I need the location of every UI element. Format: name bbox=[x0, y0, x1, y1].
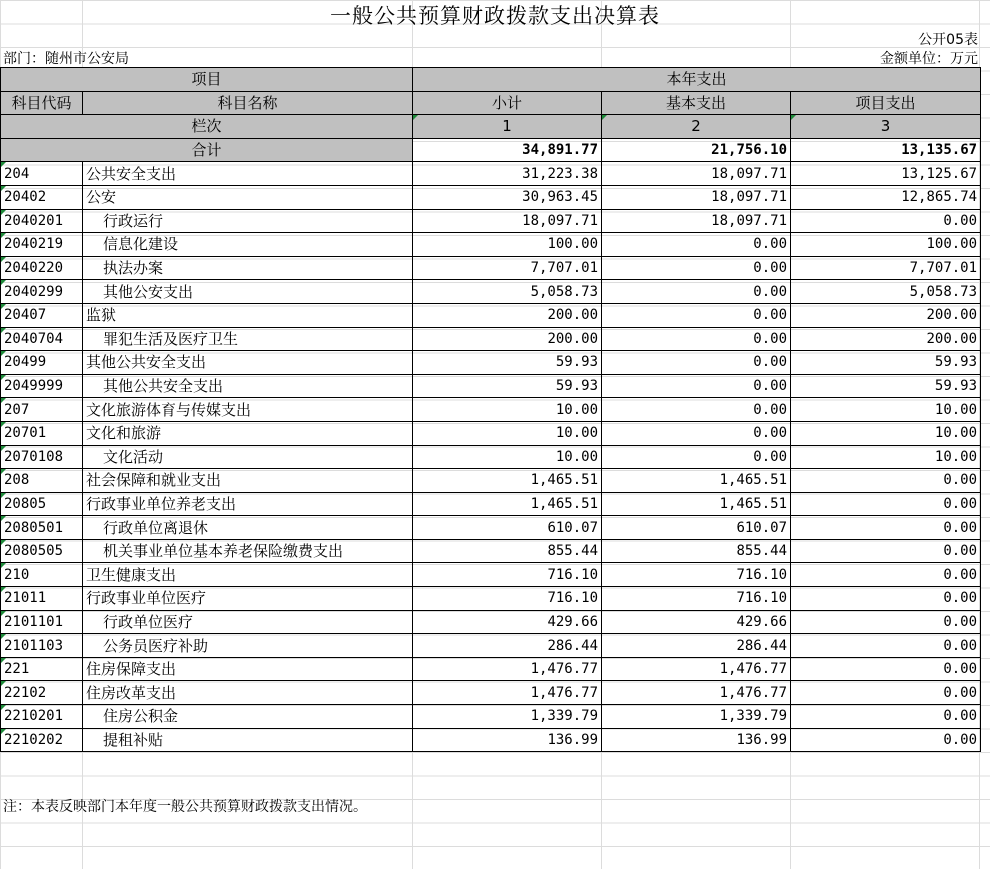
table-row bbox=[1, 516, 981, 540]
cell-basic[interactable]: 18,097.71 bbox=[602, 162, 791, 186]
cell-name[interactable]: 行政事业单位医疗 bbox=[83, 587, 413, 611]
cell-name[interactable]: 住房公积金 bbox=[83, 705, 413, 729]
cell-subtotal[interactable]: 100.00 bbox=[413, 233, 602, 257]
col-number-3[interactable]: 3 bbox=[791, 115, 981, 139]
cell-subtotal[interactable]: 18,097.71 bbox=[413, 209, 602, 233]
cell-project[interactable]: 0.00 bbox=[791, 610, 981, 634]
cell-subtotal[interactable]: 200.00 bbox=[413, 303, 602, 327]
cell-subtotal[interactable]: 1,465.51 bbox=[413, 492, 602, 516]
cell-subtotal[interactable]: 429.66 bbox=[413, 610, 602, 634]
cell-code[interactable]: 2101103 bbox=[1, 634, 83, 658]
cell-basic[interactable]: 0.00 bbox=[602, 374, 791, 398]
cell-subtotal[interactable]: 855.44 bbox=[413, 539, 602, 563]
header-basic[interactable]: 基本支出 bbox=[602, 91, 791, 115]
table-row bbox=[1, 421, 981, 445]
cell-name[interactable]: 卫生健康支出 bbox=[83, 563, 413, 587]
total-label[interactable]: 合计 bbox=[1, 138, 413, 162]
cell-code[interactable]: 2040220 bbox=[1, 256, 83, 280]
cell-name[interactable]: 文化和旅游 bbox=[83, 421, 413, 445]
header-item[interactable]: 项目 bbox=[1, 68, 413, 92]
total-subtotal[interactable]: 34,891.77 bbox=[413, 138, 602, 162]
cell-subtotal[interactable]: 5,058.73 bbox=[413, 280, 602, 304]
table-row bbox=[1, 445, 981, 469]
cell-basic[interactable]: 286.44 bbox=[602, 634, 791, 658]
cell-name[interactable]: 行政运行 bbox=[83, 209, 413, 233]
table-row bbox=[1, 469, 981, 493]
cell-subtotal[interactable]: 716.10 bbox=[413, 587, 602, 611]
cell-project[interactable]: 59.93 bbox=[791, 351, 981, 375]
cell-name[interactable]: 罪犯生活及医疗卫生 bbox=[83, 327, 413, 351]
cell-project[interactable]: 13,125.67 bbox=[791, 162, 981, 186]
cell-subtotal[interactable]: 59.93 bbox=[413, 374, 602, 398]
cell-project[interactable]: 0.00 bbox=[791, 469, 981, 493]
cell-subtotal[interactable]: 10.00 bbox=[413, 445, 602, 469]
cell-project[interactable]: 7,707.01 bbox=[791, 256, 981, 280]
table-row bbox=[1, 539, 981, 563]
column-number-row bbox=[1, 115, 981, 139]
cell-basic[interactable]: 1,476.77 bbox=[602, 657, 791, 681]
table-row bbox=[1, 303, 981, 327]
header-row-1 bbox=[1, 68, 981, 92]
cell-basic[interactable]: 18,097.71 bbox=[602, 209, 791, 233]
cell-subtotal[interactable]: 1,465.51 bbox=[413, 469, 602, 493]
cell-project[interactable]: 0.00 bbox=[791, 539, 981, 563]
cell-name[interactable]: 监狱 bbox=[83, 303, 413, 327]
cell-project[interactable]: 0.00 bbox=[791, 634, 981, 658]
cell-code[interactable]: 204 bbox=[1, 162, 83, 186]
cell-name[interactable]: 文化旅游体育与传媒支出 bbox=[83, 398, 413, 422]
cell-code[interactable]: 2210202 bbox=[1, 728, 83, 752]
table-row bbox=[1, 398, 981, 422]
cell-subtotal[interactable]: 200.00 bbox=[413, 327, 602, 351]
cell-subtotal[interactable]: 1,476.77 bbox=[413, 681, 602, 705]
cell-basic[interactable]: 716.10 bbox=[602, 587, 791, 611]
table-row bbox=[1, 705, 981, 729]
cell-code[interactable]: 20499 bbox=[1, 351, 83, 375]
cell-basic[interactable]: 0.00 bbox=[602, 445, 791, 469]
table-row bbox=[1, 162, 981, 186]
cell-code[interactable]: 2080505 bbox=[1, 539, 83, 563]
cell-basic[interactable]: 716.10 bbox=[602, 563, 791, 587]
cell-basic[interactable]: 1,465.51 bbox=[602, 492, 791, 516]
table-row bbox=[1, 256, 981, 280]
cell-subtotal[interactable]: 10.00 bbox=[413, 398, 602, 422]
cell-code[interactable]: 20805 bbox=[1, 492, 83, 516]
cell-project[interactable]: 200.00 bbox=[791, 303, 981, 327]
cell-project[interactable]: 10.00 bbox=[791, 398, 981, 422]
col-number-2[interactable]: 2 bbox=[602, 115, 791, 139]
cell-code[interactable]: 22102 bbox=[1, 681, 83, 705]
expenditure-table bbox=[0, 67, 981, 752]
cell-code[interactable]: 2070108 bbox=[1, 445, 83, 469]
cell-subtotal[interactable]: 30,963.45 bbox=[413, 185, 602, 209]
table-row bbox=[1, 351, 981, 375]
cell-subtotal[interactable]: 716.10 bbox=[413, 563, 602, 587]
cell-basic[interactable]: 429.66 bbox=[602, 610, 791, 634]
table-row bbox=[1, 280, 981, 304]
cell-project[interactable]: 5,058.73 bbox=[791, 280, 981, 304]
table-row bbox=[1, 209, 981, 233]
cell-project[interactable]: 0.00 bbox=[791, 563, 981, 587]
cell-code[interactable]: 2049999 bbox=[1, 374, 83, 398]
cell-basic[interactable]: 0.00 bbox=[602, 233, 791, 257]
cell-basic[interactable]: 0.00 bbox=[602, 398, 791, 422]
cell-code[interactable]: 208 bbox=[1, 469, 83, 493]
cell-subtotal[interactable]: 610.07 bbox=[413, 516, 602, 540]
cell-project[interactable]: 0.00 bbox=[791, 681, 981, 705]
footnote: 注：本表反映部门本年度一般公共预算财政拨款支出情况。 bbox=[3, 799, 367, 815]
cell-project[interactable]: 10.00 bbox=[791, 445, 981, 469]
cell-name[interactable]: 文化活动 bbox=[83, 445, 413, 469]
cell-name[interactable]: 住房改革支出 bbox=[83, 681, 413, 705]
header-row-2 bbox=[1, 91, 981, 115]
table-row bbox=[1, 681, 981, 705]
cell-subtotal[interactable]: 136.99 bbox=[413, 728, 602, 752]
cell-code[interactable]: 2101101 bbox=[1, 610, 83, 634]
cell-project[interactable]: 200.00 bbox=[791, 327, 981, 351]
cell-code[interactable]: 2210201 bbox=[1, 705, 83, 729]
table-row bbox=[1, 492, 981, 516]
lanci-label[interactable]: 栏次 bbox=[1, 115, 413, 139]
cell-project[interactable]: 0.00 bbox=[791, 492, 981, 516]
cell-project[interactable]: 0.00 bbox=[791, 587, 981, 611]
cell-name[interactable]: 其他公共安全支出 bbox=[83, 374, 413, 398]
header-name[interactable]: 科目名称 bbox=[83, 91, 413, 115]
cell-name[interactable]: 行政事业单位养老支出 bbox=[83, 492, 413, 516]
cell-basic[interactable]: 0.00 bbox=[602, 327, 791, 351]
table-row bbox=[1, 587, 981, 611]
cell-code[interactable]: 221 bbox=[1, 657, 83, 681]
cell-subtotal[interactable]: 59.93 bbox=[413, 351, 602, 375]
cell-basic[interactable]: 0.00 bbox=[602, 421, 791, 445]
total-project[interactable]: 13,135.67 bbox=[791, 138, 981, 162]
department-label: 部门：随州市公安局 bbox=[3, 51, 129, 67]
cell-basic[interactable]: 0.00 bbox=[602, 256, 791, 280]
cell-name[interactable]: 社会保障和就业支出 bbox=[83, 469, 413, 493]
cell-code[interactable]: 207 bbox=[1, 398, 83, 422]
cell-basic[interactable]: 1,465.51 bbox=[602, 469, 791, 493]
table-row bbox=[1, 728, 981, 752]
cell-project[interactable]: 0.00 bbox=[791, 657, 981, 681]
cell-project[interactable]: 10.00 bbox=[791, 421, 981, 445]
cell-code[interactable]: 2080501 bbox=[1, 516, 83, 540]
cell-name[interactable]: 公共安全支出 bbox=[83, 162, 413, 186]
cell-basic[interactable]: 855.44 bbox=[602, 539, 791, 563]
table-row bbox=[1, 233, 981, 257]
cell-project[interactable]: 59.93 bbox=[791, 374, 981, 398]
page-title: 一般公共预算财政拨款支出决算表 bbox=[330, 4, 660, 28]
cell-code[interactable]: 20701 bbox=[1, 421, 83, 445]
cell-subtotal[interactable]: 10.00 bbox=[413, 421, 602, 445]
cell-name[interactable]: 住房保障支出 bbox=[83, 657, 413, 681]
cell-code[interactable]: 2040704 bbox=[1, 327, 83, 351]
table-row bbox=[1, 634, 981, 658]
cell-subtotal[interactable]: 31,223.38 bbox=[413, 162, 602, 186]
header-current-year[interactable]: 本年支出 bbox=[413, 68, 981, 92]
cell-basic[interactable]: 136.99 bbox=[602, 728, 791, 752]
cell-name[interactable]: 执法办案 bbox=[83, 256, 413, 280]
cell-name[interactable]: 公安 bbox=[83, 185, 413, 209]
cell-basic[interactable]: 0.00 bbox=[602, 280, 791, 304]
cell-project[interactable]: 0.00 bbox=[791, 705, 981, 729]
cell-name[interactable]: 信息化建设 bbox=[83, 233, 413, 257]
cell-name[interactable]: 行政单位医疗 bbox=[83, 610, 413, 634]
cell-project[interactable]: 100.00 bbox=[791, 233, 981, 257]
cell-name[interactable]: 公务员医疗补助 bbox=[83, 634, 413, 658]
total-row bbox=[1, 138, 981, 162]
table-row bbox=[1, 327, 981, 351]
total-basic[interactable]: 21,756.10 bbox=[602, 138, 791, 162]
table-row bbox=[1, 185, 981, 209]
cell-code[interactable]: 2040219 bbox=[1, 233, 83, 257]
table-row bbox=[1, 563, 981, 587]
cell-subtotal[interactable]: 1,476.77 bbox=[413, 657, 602, 681]
cell-code[interactable]: 20402 bbox=[1, 185, 83, 209]
cell-project[interactable]: 0.00 bbox=[791, 728, 981, 752]
cell-name[interactable]: 机关事业单位基本养老保险缴费支出 bbox=[83, 539, 413, 563]
table-row bbox=[1, 657, 981, 681]
cell-code[interactable]: 210 bbox=[1, 563, 83, 587]
cell-basic[interactable]: 18,097.71 bbox=[602, 185, 791, 209]
header-project[interactable]: 项目支出 bbox=[791, 91, 981, 115]
cell-basic[interactable]: 0.00 bbox=[602, 351, 791, 375]
cell-basic[interactable]: 0.00 bbox=[602, 303, 791, 327]
unit-label: 金额单位：万元 bbox=[880, 51, 978, 67]
cell-name[interactable]: 其他公安支出 bbox=[83, 280, 413, 304]
cell-code[interactable]: 2040299 bbox=[1, 280, 83, 304]
cell-project[interactable]: 12,865.74 bbox=[791, 185, 981, 209]
cell-code[interactable]: 20407 bbox=[1, 303, 83, 327]
col-number-1[interactable]: 1 bbox=[413, 115, 602, 139]
cell-project[interactable]: 0.00 bbox=[791, 209, 981, 233]
cell-subtotal[interactable]: 1,339.79 bbox=[413, 705, 602, 729]
cell-subtotal[interactable]: 286.44 bbox=[413, 634, 602, 658]
header-code[interactable]: 科目代码 bbox=[1, 91, 83, 115]
cell-code[interactable]: 2040201 bbox=[1, 209, 83, 233]
header-subtotal[interactable]: 小计 bbox=[413, 91, 602, 115]
table-row bbox=[1, 610, 981, 634]
cell-code[interactable]: 21011 bbox=[1, 587, 83, 611]
cell-subtotal[interactable]: 7,707.01 bbox=[413, 256, 602, 280]
table-row bbox=[1, 374, 981, 398]
cell-name[interactable]: 其他公共安全支出 bbox=[83, 351, 413, 375]
cell-name[interactable]: 行政单位离退休 bbox=[83, 516, 413, 540]
cell-project[interactable]: 0.00 bbox=[791, 516, 981, 540]
cell-basic[interactable]: 610.07 bbox=[602, 516, 791, 540]
cell-basic[interactable]: 1,339.79 bbox=[602, 705, 791, 729]
cell-basic[interactable]: 1,476.77 bbox=[602, 681, 791, 705]
form-number: 公开05表 bbox=[918, 32, 978, 48]
cell-name[interactable]: 提租补贴 bbox=[83, 728, 413, 752]
